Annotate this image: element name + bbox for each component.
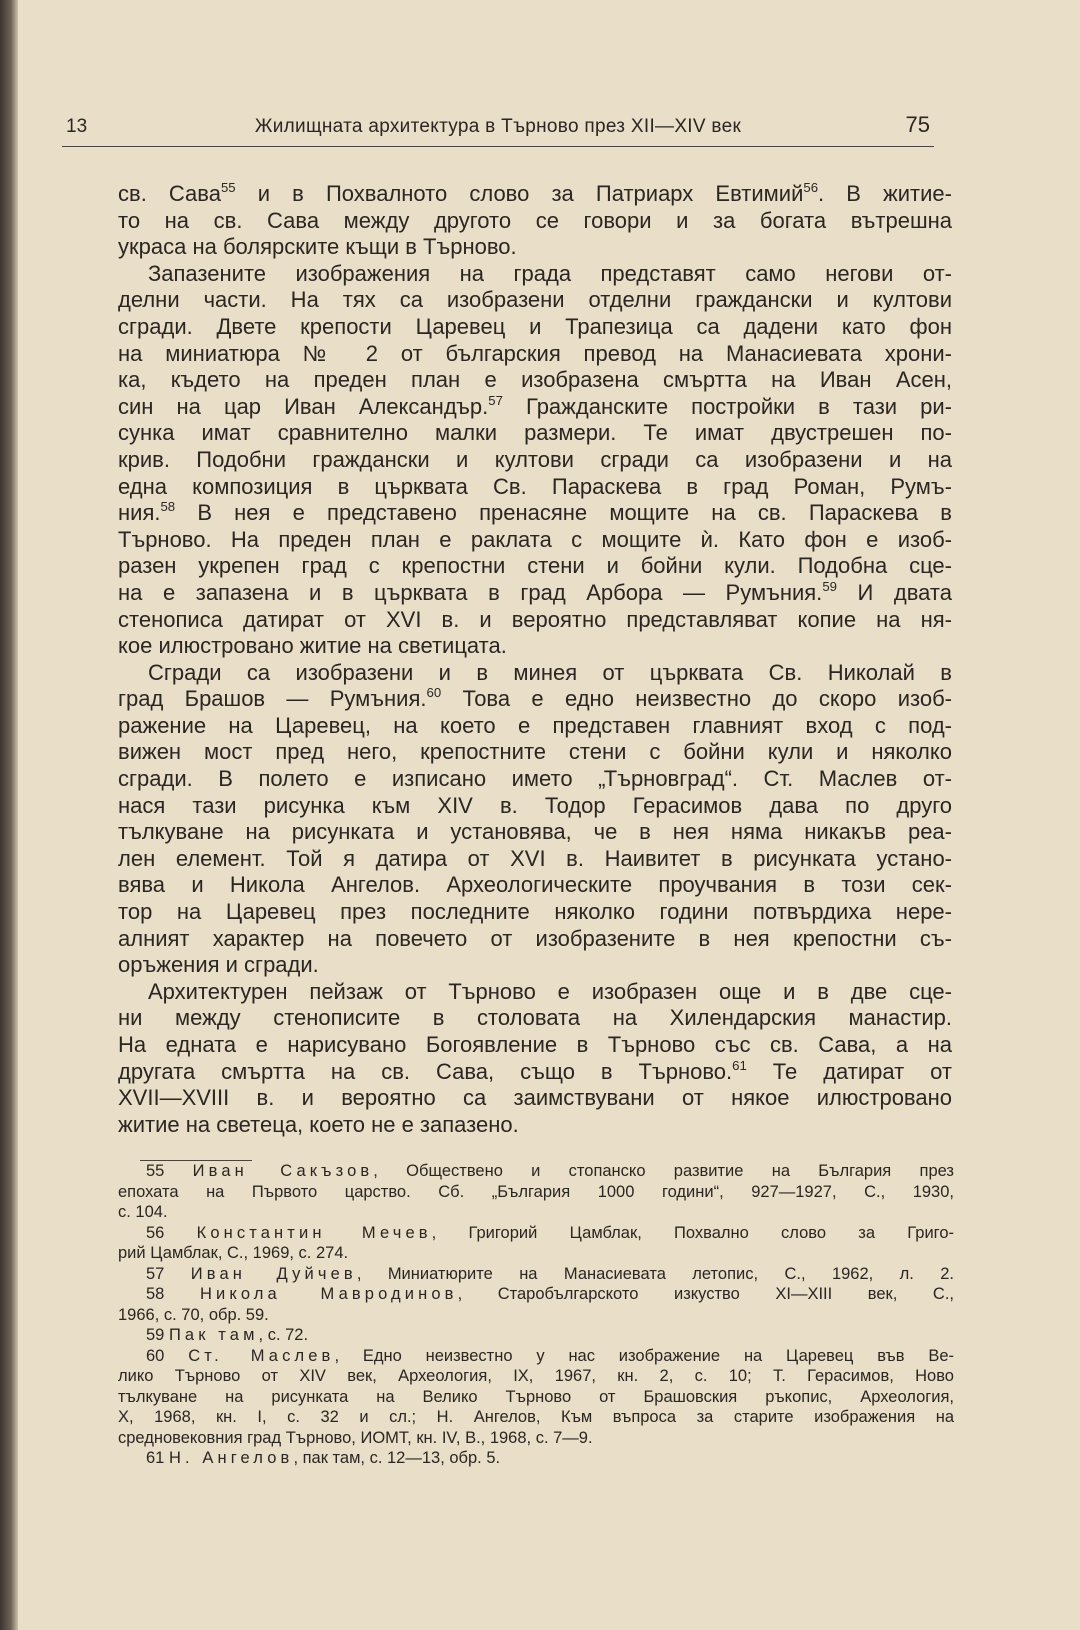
- footnote-line: [118, 1428, 954, 1449]
- text-run: , Миниатюрите на Манасиевата летопис, С., 1962, л. 2.: [356, 1264, 955, 1283]
- text-run: на миниатюра № 2 от българския превод на Манасиевата хрони-: [118, 340, 952, 366]
- text-line: [118, 234, 952, 261]
- footnote-line: [118, 1387, 954, 1408]
- text-run: ражение на Царевец, на което е представен главният вход с под-: [118, 712, 952, 738]
- text-run: св. Сава: [118, 181, 221, 206]
- text-run: стенописа датират от XVI в. и вероятно представляват копие на ня-: [118, 606, 952, 632]
- author-name: Пак там: [168, 1326, 259, 1344]
- text-run: . В житие-: [818, 181, 952, 206]
- footnote-line: [118, 1325, 954, 1346]
- text-run: сгради. В полето е изписано името „Търновград“. Ст. Маслев от-: [118, 766, 952, 792]
- footnote-reference: 55: [220, 179, 236, 195]
- text-run: град Брашов — Румъния.: [118, 686, 427, 712]
- text-run: , Едно неизвестно у нас изображение на Царевец във Ве-: [334, 1346, 954, 1365]
- text-run: вижен мост пред него, крепостните стени с бойни кули и няколко: [118, 739, 952, 765]
- footnote-line: [118, 1284, 954, 1305]
- text-run: ни между стенописите в столовата на Хилендарския манастир.: [118, 1005, 952, 1031]
- text-line: [118, 793, 952, 820]
- author-name: Ст. Маслев: [188, 1346, 335, 1365]
- text-run: 61: [146, 1449, 169, 1467]
- text-line: [118, 846, 952, 873]
- text-run: сунка имат сравнително малки размери. Те имат двустрешен по-: [118, 420, 952, 446]
- text-run: вява и Никола Ангелов. Археологическите проучвания в този сек-: [118, 872, 952, 898]
- text-line: [118, 899, 952, 926]
- text-run: 58: [146, 1285, 200, 1303]
- text-run: В нея е представено пренасяне мощите на св. Параскева в: [175, 500, 952, 526]
- text-line: [118, 447, 952, 474]
- page-number: 75: [905, 112, 930, 137]
- text-line: [118, 394, 952, 421]
- text-line: [118, 739, 952, 766]
- footnote-line: [118, 1264, 954, 1285]
- text-run: 57: [146, 1264, 191, 1283]
- text-line: [118, 314, 952, 341]
- text-run: другата смъртта на св. Сава, също в Търново.: [118, 1058, 733, 1084]
- text-run: 1966, с. 70, обр. 59.: [118, 1305, 269, 1324]
- text-line: [118, 1112, 952, 1139]
- text-run: Архитектурен пейзаж от Търново е изобразен още и в две сце-: [148, 978, 952, 1004]
- footnotes: [118, 1161, 954, 1469]
- author-name: Никола Мавродинов: [199, 1285, 458, 1303]
- text-run: , пак там, с. 12—13, обр. 5.: [293, 1449, 501, 1467]
- text-run: една композиция в църквата Св. Параскева в град Роман, Румъ-: [118, 473, 952, 499]
- text-run: Гражданските постройки в тази ри-: [502, 393, 953, 419]
- text-run: 56: [146, 1223, 197, 1242]
- chapter-number: 13: [66, 116, 88, 137]
- text-run: На едната е нарисувано Богоявление в Търново със св. Сава, а на: [118, 1032, 952, 1057]
- text-run: Това е едно неизвестно до скоро изоб-: [441, 686, 952, 712]
- footnote-line: [118, 1366, 954, 1387]
- footnote-line: [118, 1407, 954, 1428]
- text-run: сгради. Двете крепости Царевец и Трапезица са дадени като фон: [118, 313, 952, 339]
- text-line: [118, 660, 952, 687]
- text-line: [118, 1032, 952, 1059]
- text-run: кое илюстровано житие на светицата.: [118, 633, 507, 659]
- footnote-reference: 61: [732, 1057, 747, 1073]
- body-text: [118, 181, 952, 1138]
- footnote-reference: 59: [822, 578, 837, 594]
- running-title: Жилищната архитектура в Търново през XII—XIV век: [254, 116, 742, 137]
- author-name: Н. Ангелов: [168, 1449, 294, 1467]
- text-line: [118, 287, 952, 314]
- text-line: [118, 1005, 952, 1032]
- text-line: [118, 819, 952, 846]
- footnote-line: [118, 1305, 954, 1326]
- text-run: ния.: [118, 500, 161, 526]
- text-run: тор на Царевец през последните няколко години потвърдиха нере-: [118, 899, 952, 925]
- text-run: алният характер на повечето от изобразените в нея крепостни съ-: [118, 925, 952, 951]
- text-run: делни части. На тях са изобразени отделни граждански и култови: [118, 287, 952, 313]
- text-line: [118, 580, 952, 607]
- running-header: [62, 112, 934, 147]
- text-line: [118, 926, 952, 953]
- text-line: [118, 420, 952, 447]
- text-run: рий Цамблак, С., 1969, с. 274.: [118, 1244, 349, 1262]
- footnote-reference: 58: [160, 498, 176, 514]
- text-run: лико Търново от XIV век, Археология, IX, 1967, кн. 2, с. 10; Т. Герасимов, Ново: [118, 1367, 954, 1385]
- text-run: Търново. На преден план е раклата с мощите ѝ. Като фон е изоб-: [118, 526, 952, 552]
- text-line: [118, 527, 952, 554]
- text-line: [118, 952, 952, 979]
- text-run: И двата: [836, 579, 953, 605]
- text-run: 60: [146, 1346, 189, 1365]
- text-run: Те датират от: [746, 1058, 952, 1084]
- footnote-reference: 56: [803, 179, 819, 195]
- text-line: [118, 500, 952, 527]
- text-line: [118, 181, 952, 208]
- text-line: [118, 367, 952, 394]
- text-run: и в Похвалното слово за Патриарх Евтимий: [235, 181, 804, 206]
- text-run: тълкуване на рисунката на Велико Търново от Брашовския ръкопис, Археология,: [118, 1387, 954, 1406]
- text-run: украса на болярските къщи в Търново.: [118, 234, 517, 260]
- text-run: с. 104.: [118, 1203, 168, 1221]
- footnote-reference: 60: [426, 685, 442, 701]
- text-line: [118, 261, 952, 288]
- text-run: епохата на Първото царство. Сб. „България 1000 години“, 927—1927, С., 1930,: [118, 1182, 954, 1201]
- footnote-line: [118, 1346, 954, 1367]
- text-run: на е запазена и в църквата в град Арбора — Румъния.: [118, 579, 823, 605]
- text-line: [118, 979, 952, 1006]
- text-line: [118, 474, 952, 501]
- text-line: [118, 1085, 952, 1112]
- text-line: [118, 208, 952, 235]
- text-run: 59: [146, 1326, 169, 1344]
- text-run: , с. 72.: [258, 1326, 309, 1344]
- text-run: тълкуване на рисунката и установява, че в нея няма никакъв реа-: [118, 819, 952, 845]
- footnote-line: [118, 1161, 954, 1182]
- footnote-line: [118, 1243, 954, 1264]
- text-run: 55: [146, 1162, 193, 1180]
- text-run: крив. Подобни граждански и култови сгради са изобразени и на: [118, 446, 952, 472]
- text-line: [118, 1059, 952, 1086]
- text-line: [118, 766, 952, 793]
- text-run: житие на светеца, което не е запазено.: [118, 1111, 519, 1137]
- text-run: Запазените изображения на града представят само негови от-: [148, 260, 952, 286]
- text-line: [118, 341, 952, 368]
- text-run: разен укрепен град с крепостни стени и бойни кули. Подобна сце-: [118, 553, 952, 579]
- text-run: XVII—XVIII в. и вероятно са заимствувани от някое илюстровано: [118, 1085, 952, 1111]
- text-run: X, 1968, кн. I, с. 32 и сл.; Н. Ангелов, Към въпроса за старите изображения на: [118, 1408, 954, 1426]
- author-name: Иван Сакъзов: [192, 1162, 374, 1180]
- footnote-line: [118, 1202, 954, 1223]
- text-run: , Старобългарското изкуство XI—XIII век, С.,: [457, 1285, 955, 1303]
- text-line: [118, 872, 952, 899]
- text-line: [118, 633, 952, 660]
- text-run: средновековния град Търново, ИОМТ, кн. IV, В., 1968, с. 7—9.: [118, 1428, 593, 1447]
- footnote-line: [118, 1448, 954, 1469]
- text-run: , Обществено и стопанско развитие на България през: [373, 1162, 955, 1180]
- text-line: [118, 713, 952, 740]
- text-run: Сгради са изобразени и в минея от църквата Св. Николай в: [148, 659, 952, 685]
- text-run: оръжения и сгради.: [118, 952, 319, 978]
- text-line: [118, 553, 952, 580]
- footnote-line: [118, 1182, 954, 1203]
- author-name: Иван Дуйчев: [190, 1264, 357, 1283]
- book-binding-edge: [0, 0, 18, 1630]
- text-line: [118, 686, 952, 713]
- text-run: то на св. Сава между другото се говори и за богата вътрешна: [118, 207, 952, 233]
- footnote-line: [118, 1223, 954, 1244]
- text-run: нася тази рисунка към XIV в. Тодор Герасимов дава по друго: [118, 792, 952, 818]
- text-run: , Григорий Цамблак, Похвално слово за Григо-: [431, 1223, 954, 1242]
- text-run: син на цар Иван Александър.: [118, 393, 489, 419]
- author-name: Константин Мечев: [196, 1223, 432, 1242]
- text-line: [118, 607, 952, 634]
- text-run: лен елемент. Той я датира от XVI в. Наивитет в рисунката устано-: [118, 845, 952, 871]
- footnote-reference: 57: [488, 392, 503, 408]
- text-run: ка, където на преден план е изобразена смъртта на Иван Асен,: [118, 367, 952, 393]
